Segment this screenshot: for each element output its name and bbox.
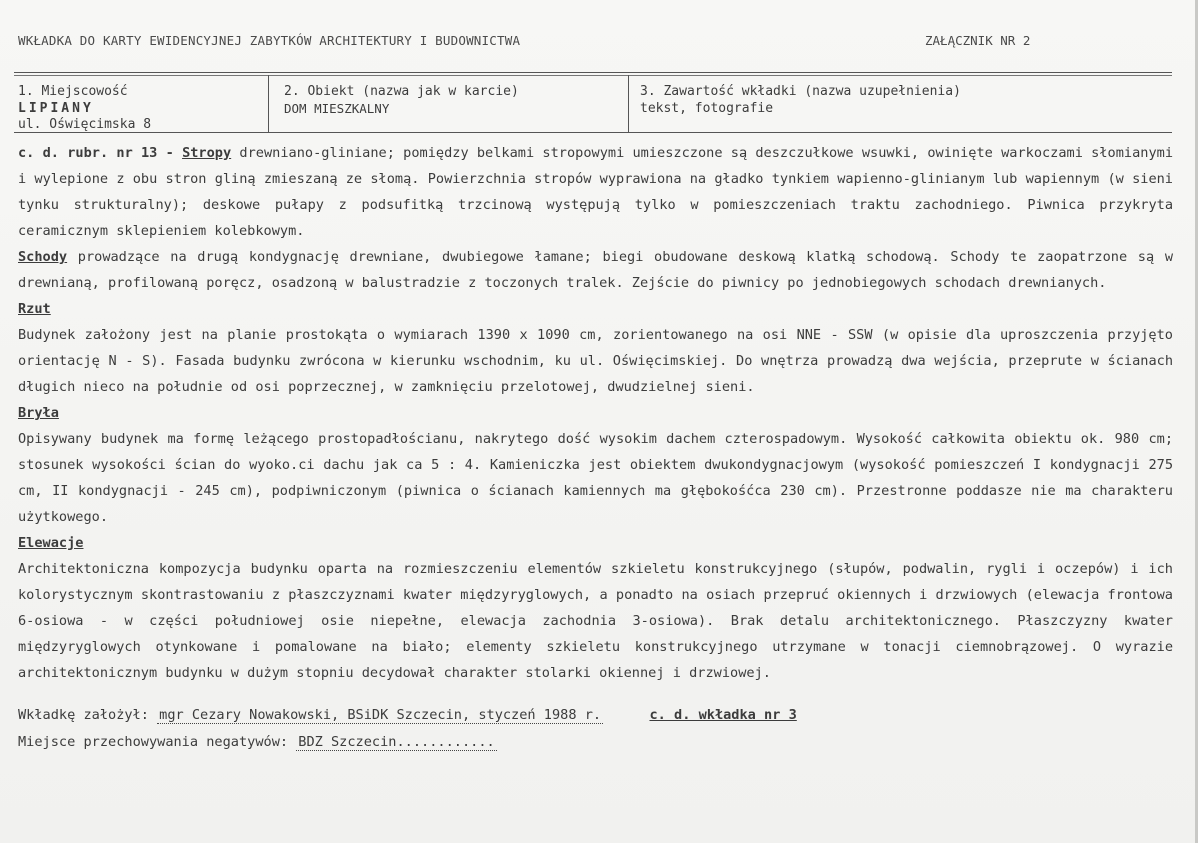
text-schody: prowadzące na drugą kondygnację drewniane, dwubiegowe łamane; biegi obudowane deskową klatką schodową. Schody te zaopatrzone są w drewnianą, profilowaną poręcz, osadzoną w balustradzie z toczonych tralek. Zejście do piwnicy po jednobiegowych schodach drewnianych. [18, 249, 1173, 291]
text-elewacje: Architektoniczna kompozycja budynku oparta na rozmieszczeniu elementów szkieletu konstrukcyjnego (słupów, podwalin, rygli i oczepów) i ich kolorystycznym skontrastowaniu z płaszczyznami kwater międzyryglowych, a ponadto na osiach przepruć okiennych i drzwiowych (elewacja frontowa 6-osiowa - w części południowej osie niepełne, elewacja zachodnia 3-osiowa). Brak detalu architektonicznego. Płaszczyzny kwater międzyryglowych otynkowane i pomalowane na biało; elementy szkieletu konstrukcyjnego utrzymane w tonacji ciemnobrązowej. O wyrazie architektonicznym budynku w dużym stopniu decydował charakter stolarki okiennej i drzwiowej. [18, 561, 1173, 681]
rule-top [14, 72, 1172, 73]
negatives-value: BDZ Szczecin............ [298, 734, 495, 750]
field-object [284, 84, 624, 117]
object-label: 2. Obiekt (nazwa jak w karcie) [284, 84, 519, 99]
rubric-reference: c. d. rubr. nr 13 - [18, 145, 174, 161]
cell-divider-2 [628, 75, 629, 132]
field-locality [18, 84, 263, 134]
text-stropy: drewniano-gliniane; pomiędzy belkami stropowymi umieszczone są deszczułkowe wsuwki, owinięte warkoczami słomianymi i wylepione z obu stron gliną zmieszaną ze słomą. Powierzchnia stropów wyprawiona na gładko tynkiem wapienno-glinianym lub wapiennym (w sieni tynku strukturalny); deskowe pułapy z podsufitką trzcinową występują tylko w pomieszczeniach traktu zachodniego. Piwnica przykryta ceramicznym sklepieniem kolebkowym. [18, 145, 1174, 239]
contents-label: 3. Zawartość wkładki (nazwa uzupełnienia) [640, 84, 961, 99]
document-title: WKŁADKA DO KARTY EWIDENCYJNEJ ZABYTKÓW ARCHITEKTURY I BUDOWNICTWA [18, 33, 521, 48]
locality-label: 1. Miejscowość [18, 84, 128, 99]
document-body [18, 140, 1173, 686]
author-value: mgr Cezary Nowakowski, BSiDK Szczecin, styczeń 1988 r. [159, 707, 602, 723]
contents-value: tekst, fotografie [640, 100, 774, 116]
cell-divider-1 [268, 75, 269, 132]
locality-value: LIPIANY [18, 100, 94, 116]
annex-label: ZAŁĄCZNIK NR 2 [925, 33, 1031, 48]
continuation-label: c. d. wkładka nr 3 [649, 707, 797, 723]
section-schody [18, 244, 1173, 296]
object-value: DOM MIESZKALNY [284, 100, 390, 116]
label-elewacje: Elewacje [18, 535, 84, 551]
section-stropy [18, 140, 1173, 244]
author-label: Wkładkę założył: [18, 707, 149, 723]
label-schody: Schody [18, 249, 68, 265]
locality-street: ul. Oświęcimska 8 [18, 117, 152, 132]
text-bryla: Opisywany budynek ma formę leżącego prostopadłościanu, nakrytego dość wysokim dachem czterospadowym. Wysokość całkowita obiektu ok. 980 cm; stosunek wysokości ścian do wyoko.ci dachu jak ca 5 : 4. Kamieniczka jest obiektem dwukondygnacjowym (wysokość pomieszczeń I kondygnacji 275 cm, II kondygnacji - 245 cm), podpiwniczonym (piwnica o ścianach kamiennych ma głębokośćca 230 cm). Przestronne poddasze nie ma charakteru użytkowego. [18, 431, 1173, 525]
text-rzut: Budynek założony jest na planie prostokąta o wymiarach 1390 x 1090 cm, zorientowanego na osi NNE - SSW (w opisie dla uproszczenia przyjęto orientację N - S). Fasada budynku zwrócona w kierunku wschodnim, ku ul. Oświęcimskiej. Do wnętrza prowadzą dwa wejścia, przeprute w ścianach długich nieco na południe od osi poprzecznej, w zamknięciu przelotowej, dwudzielnej sieni. [18, 327, 1173, 395]
label-bryla: Bryła [18, 405, 59, 421]
label-stropy: Stropy [182, 145, 232, 161]
negatives-label: Miejsce przechowywania negatywów: [18, 734, 289, 750]
rule-top-double [14, 75, 1172, 76]
field-contents [640, 84, 1170, 117]
label-rzut: Rzut [18, 301, 51, 317]
negatives-line [18, 734, 497, 750]
author-line [18, 707, 797, 723]
